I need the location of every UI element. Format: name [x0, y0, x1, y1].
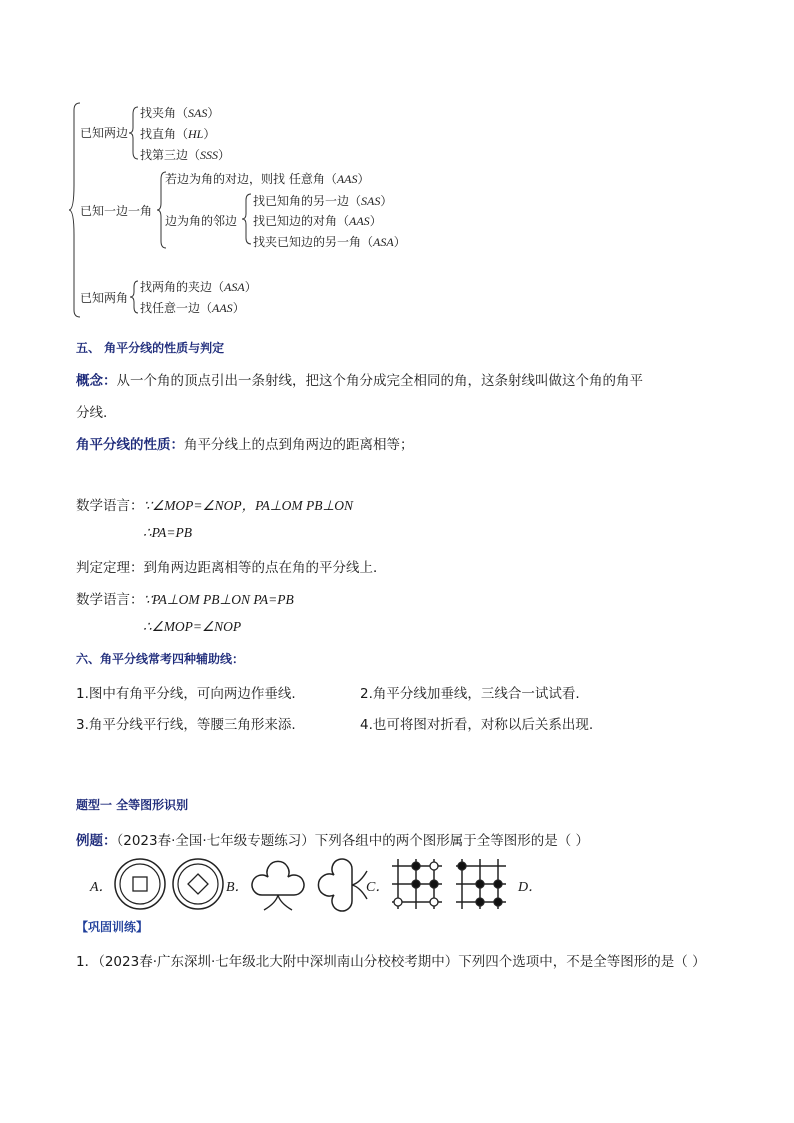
tree-item-aas: 找任意一边（AAS） [140, 301, 245, 315]
math-language-2: 数学语言：∵PA⊥OM PB⊥ON PA=PB [76, 592, 294, 608]
tree-label-two-sides: 已知两边 [80, 126, 129, 140]
question-1: 1．（2023春·广东深圳·七年级北大附中深圳南山分校校考期中）下列四个选项中，不是全等图形的是（ ） [76, 954, 706, 970]
tree-label-side-angle: 已知一边一角 [80, 204, 153, 218]
tip-1: 1.图中有角平分线，可向两边作垂线. [76, 686, 296, 702]
practice-heading: 【巩固训练】 [76, 920, 149, 934]
property-line: 角平分线的性质：角平分线上的点到角两边的距离相等； [76, 437, 414, 453]
section5-heading: 五、 角平分线的性质与判定 [76, 341, 225, 355]
tree-item-sas: 找夹角（SAS） [140, 106, 220, 120]
tree-item-adj-asa: 找夹已知边的另一角（ASA） [253, 235, 406, 249]
tree-item-adj-sas: 找已知角的另一边（SAS） [253, 194, 393, 208]
option-b-figure [242, 855, 382, 915]
tip-2: 2.角平分线加垂线，三线合一试试看. [360, 686, 580, 702]
type1-heading: 题型一 全等图形识别 [76, 798, 189, 812]
section6-heading: 六、角平分线常考四种辅助线： [76, 652, 245, 666]
option-c-figure [382, 853, 522, 913]
tree-item-opposite-aas: 若边为角的对边，则找 任意角（AAS） [165, 172, 370, 186]
tree-brackets [0, 0, 794, 330]
option-b-label: B． [226, 880, 249, 895]
option-a-label: A． [90, 880, 113, 895]
tree-item-hl: 找直角（HL） [140, 127, 216, 141]
math-conclusion-1: ∴PA=PB [143, 525, 192, 540]
tip-3: 3.角平分线平行线，等腰三角形来添. [76, 717, 296, 733]
tree-label-adjacent: 边为角的邻边 [165, 214, 238, 228]
math-language-1: 数学语言：∵∠MOP=∠NOP，PA⊥OM PB⊥ON [76, 498, 354, 514]
tree-label-two-angles: 已知两角 [80, 291, 129, 305]
tree-item-sss: 找第三边（SSS） [140, 148, 231, 162]
theorem-line: 判定定理：到角两边距离相等的点在角的平分线上． [76, 560, 387, 576]
tip-4: 4.也可将图对折看，对称以后关系出现. [360, 717, 594, 733]
example-line: 例题：（2023春·全国·七年级专题练习）下列各组中的两个图形属于全等图形的是（ ） [76, 833, 589, 849]
option-c-label: C． [366, 880, 390, 895]
concept-line2: 分线. [76, 405, 108, 421]
math-conclusion-2: ∴∠MOP=∠NOP [143, 619, 242, 634]
tree-item-adj-aas: 找已知边的对角（AAS） [253, 214, 382, 228]
option-a-figure [108, 855, 228, 915]
concept-line1: 概念：从一个角的顶点引出一条射线，把这个角分成完全相同的角，这条射线叫做这个角的角平 [76, 373, 643, 389]
tree-item-asa: 找两角的夹边（ASA） [140, 280, 257, 294]
option-d-label: D． [518, 880, 543, 895]
